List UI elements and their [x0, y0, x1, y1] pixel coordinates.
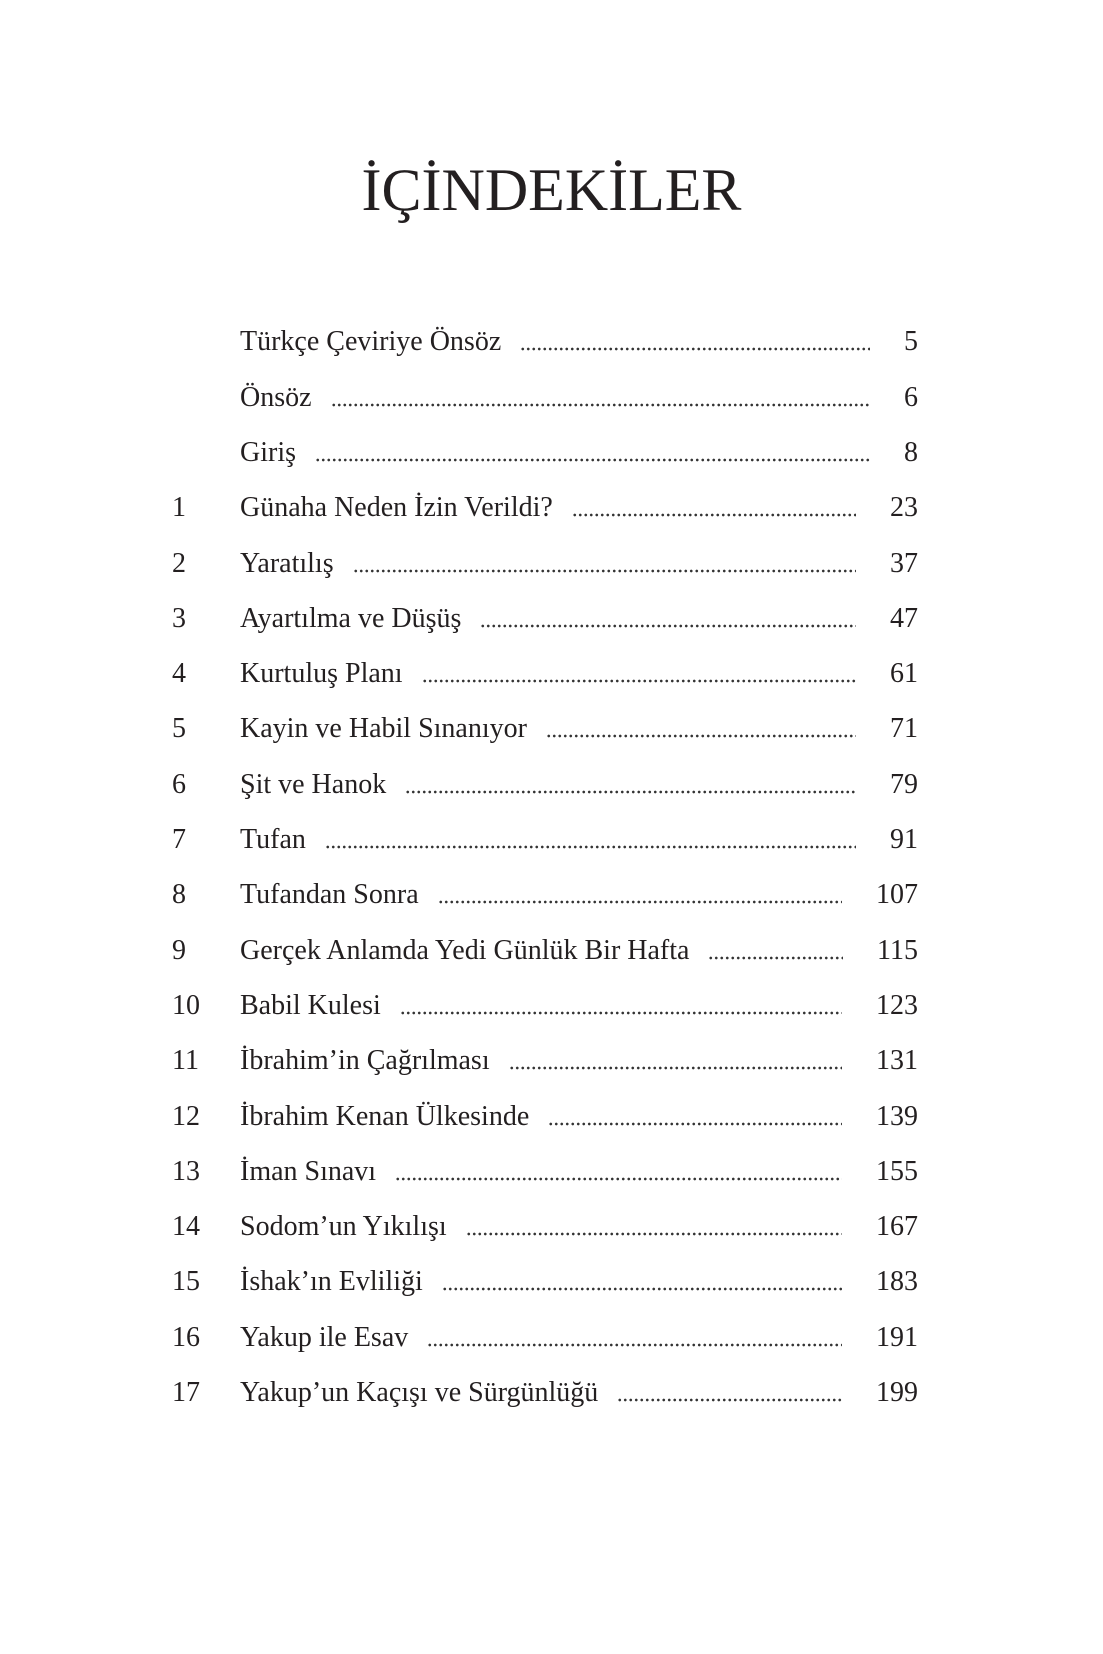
entry-title: Kurtuluş Planı: [240, 658, 403, 690]
dot-leader: [520, 314, 870, 369]
chapter-number: 12: [172, 1100, 200, 1132]
chapter-number: 9: [172, 934, 186, 966]
chapter-number: 15: [172, 1266, 200, 1298]
chapter-number: 1: [172, 492, 186, 524]
toc-entry: [172, 370, 918, 425]
chapter-number: 11: [172, 1045, 199, 1077]
toc-entry: [172, 1199, 918, 1254]
entry-title: Önsöz: [240, 381, 312, 413]
chapter-number: 8: [172, 879, 186, 911]
chapter-number: 7: [172, 824, 186, 856]
entry-title: Babil Kulesi: [240, 989, 381, 1021]
chapter-number: 3: [172, 602, 186, 634]
entry-title: Tufan: [240, 824, 306, 856]
number-spacer: [172, 370, 240, 425]
entry-title: Yakup ile Esav: [240, 1321, 409, 1353]
entry-title: İbrahim’in Çağrılması: [240, 1045, 490, 1077]
chapter-number: 13: [172, 1155, 200, 1187]
entry-title: Yakup’un Kaçışı ve Sürgünlüğü: [240, 1377, 599, 1409]
dot-leader: [315, 425, 870, 480]
toc-entry: [172, 1365, 918, 1420]
page-number: 23: [890, 492, 918, 524]
entry-title: Sodom’un Yıkılışı: [240, 1211, 447, 1243]
page-number: 167: [876, 1211, 918, 1243]
page-number: 115: [877, 934, 918, 966]
toc-entry: [172, 923, 918, 978]
page-number: 183: [876, 1266, 918, 1298]
page-number: 8: [904, 436, 918, 468]
entry-title: İman Sınavı: [240, 1155, 377, 1187]
entry-title: İshak’ın Evliliği: [240, 1266, 423, 1298]
dot-leader: [325, 812, 856, 867]
page-number: 5: [904, 326, 918, 358]
entry-title: Giriş: [240, 436, 296, 468]
toc-entry: [172, 757, 918, 812]
page-number: 47: [890, 602, 918, 634]
entry-title: Yaratılış: [240, 547, 334, 579]
page-number: 131: [876, 1045, 918, 1077]
page-number: 6: [904, 381, 918, 413]
chapter-number: 16: [172, 1321, 200, 1353]
page-number: 123: [876, 989, 918, 1021]
number-spacer: [172, 425, 240, 480]
chapter-number: 2: [172, 547, 186, 579]
dot-leader: [438, 867, 842, 922]
toc-entry: [172, 812, 918, 867]
page-number: 91: [890, 824, 918, 856]
dot-leader: [546, 701, 856, 756]
dot-leader: [395, 1144, 842, 1199]
chapter-number: 4: [172, 658, 186, 690]
entry-title: Türkçe Çeviriye Önsöz: [240, 326, 502, 358]
table-of-contents: [172, 314, 918, 1420]
chapter-number: 14: [172, 1211, 200, 1243]
page-number: 71: [890, 713, 918, 745]
page-number: 79: [890, 768, 918, 800]
page-number: 155: [876, 1155, 918, 1187]
toc-entry: [172, 591, 918, 646]
toc-entry: [172, 1144, 918, 1199]
dot-leader: [572, 480, 856, 535]
number-spacer: [172, 314, 240, 369]
toc-entry: [172, 701, 918, 756]
page-number: 37: [890, 547, 918, 579]
toc-entry: [172, 1089, 918, 1144]
toc-entry: [172, 867, 918, 922]
toc-entry: [172, 1310, 918, 1365]
toc-entry: [172, 1254, 918, 1309]
entry-title: Tufandan Sonra: [240, 879, 419, 911]
page-title: İÇİNDEKİLER: [361, 157, 742, 223]
entry-title: İbrahim Kenan Ülkesinde: [240, 1100, 530, 1132]
page-number: 139: [876, 1100, 918, 1132]
dot-leader: [422, 646, 856, 701]
dot-leader: [466, 1199, 842, 1254]
entry-title: Şit ve Hanok: [240, 768, 387, 800]
toc-entry: [172, 480, 918, 535]
toc-entry: [172, 978, 918, 1033]
page-number: 191: [876, 1321, 918, 1353]
page-number: 107: [876, 879, 918, 911]
chapter-number: 17: [172, 1377, 200, 1409]
chapter-number: 5: [172, 713, 186, 745]
dot-leader: [353, 536, 856, 591]
dot-leader: [427, 1310, 842, 1365]
toc-entry: [172, 314, 918, 369]
toc-entry: [172, 425, 918, 480]
dot-leader: [548, 1089, 842, 1144]
entry-title: Günaha Neden İzin Verildi?: [240, 492, 553, 524]
entry-title: Ayartılma ve Düşüş: [240, 602, 462, 634]
dot-leader: [480, 591, 856, 646]
dot-leader: [509, 1033, 842, 1088]
dot-leader: [400, 978, 842, 1033]
dot-leader: [708, 923, 843, 978]
entry-title: Gerçek Anlamda Yedi Günlük Bir Hafta: [240, 934, 690, 966]
toc-entry: [172, 1033, 918, 1088]
dot-leader: [331, 370, 870, 425]
chapter-number: 6: [172, 768, 186, 800]
chapter-number: 10: [172, 989, 200, 1021]
entry-title: Kayin ve Habil Sınanıyor: [240, 713, 527, 745]
page-number: 199: [876, 1377, 918, 1409]
toc-entry: [172, 536, 918, 591]
dot-leader: [442, 1254, 842, 1309]
dot-leader: [405, 757, 856, 812]
toc-entry: [172, 646, 918, 701]
dot-leader: [617, 1365, 842, 1420]
page-number: 61: [890, 658, 918, 690]
